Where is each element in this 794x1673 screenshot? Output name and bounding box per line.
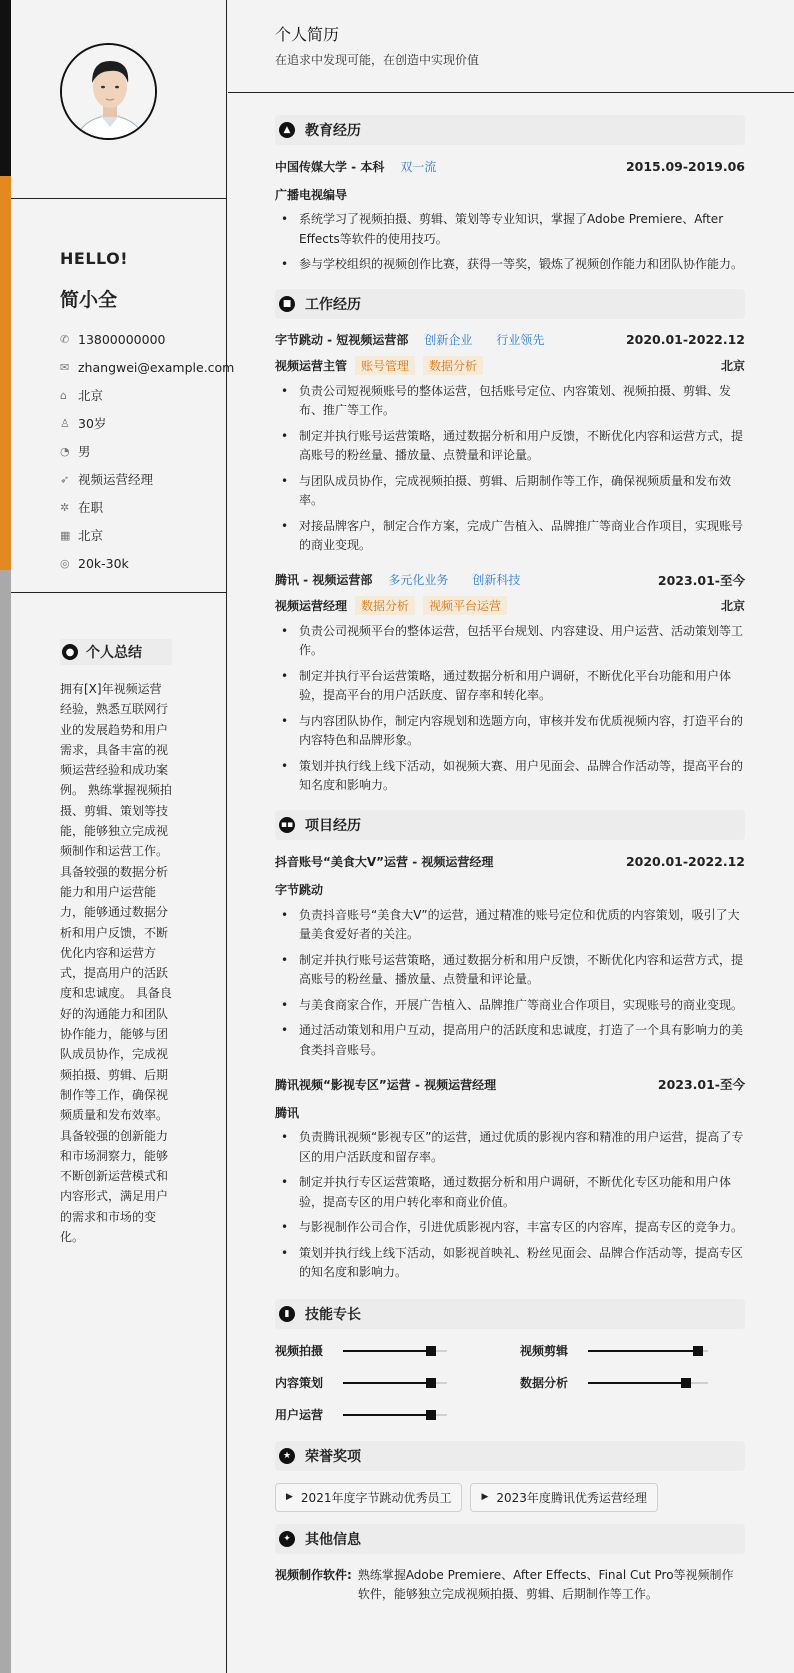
- skill-item: 用户运营: [275, 1399, 500, 1431]
- education-entry: [275, 156, 745, 176]
- info-item-email: ✉ zhangwei@example.com: [60, 359, 235, 375]
- bar-chart-icon: ▮: [279, 1306, 295, 1322]
- project-date: 2020.01-2022.12: [625, 854, 745, 869]
- list-item: • 与美食商家合作，开展广告植入、品牌推广等商业合作项目，实现账号的商业变现。: [275, 996, 745, 1016]
- work-city: 北京: [720, 599, 745, 613]
- send-icon: ➶: [60, 472, 70, 486]
- list-item: • 与团队成员协作，完成视频拍摄、剪辑、后期制作等工作，确保视频质量和发布效率。: [275, 472, 745, 511]
- role-tag: 账号管理: [355, 356, 415, 375]
- skills-grid: [275, 1335, 745, 1431]
- mail-icon: ✉: [60, 360, 70, 374]
- work-bullets-1: [275, 382, 745, 556]
- skill-item: 视频剪辑: [520, 1335, 745, 1367]
- skill-item: 内容策划: [275, 1367, 500, 1399]
- list-item: • 负责公司视频平台的整体运营，包括平台规划、内容建设、用户运营、活动策划等工作。: [275, 622, 745, 661]
- skill-bar: [588, 1382, 708, 1384]
- skill-item: 视频拍摄: [275, 1335, 500, 1367]
- education-bullets: [275, 210, 745, 275]
- avatar: [60, 43, 157, 140]
- summary-section: [11, 639, 226, 1247]
- page-title: 个人简历: [275, 25, 340, 44]
- company-tag: 行业领先: [496, 333, 545, 347]
- work-heading: ■ 工作经历: [275, 289, 745, 319]
- project-org: 腾讯: [275, 1105, 300, 1120]
- list-item: • 制定并执行平台运营策略，通过数据分析和用户调研，不断优化平台功能和用户体验，提高平台的用户活跃度、留存率和转化率。: [275, 667, 745, 706]
- work-entry-1: [275, 330, 745, 350]
- person-name: 简小全: [60, 289, 118, 311]
- main-content: [228, 0, 794, 1673]
- list-item: • 负责腾讯视频“影视专区”的运营，通过优质的影视内容和精准的用户运营，提高了专区的用户活跃度和留存率。: [275, 1128, 745, 1167]
- other-heading: ✦ 其他信息: [275, 1524, 745, 1554]
- info-item-city: ▦ 北京: [60, 528, 104, 543]
- work-date: 2020.01-2022.12: [625, 332, 745, 347]
- project-name: 腾讯视频“影视专区”运营 - 视频运营经理: [275, 1077, 497, 1092]
- education-heading: ▲ 教育经历: [275, 115, 745, 145]
- salary-icon: ◎: [60, 556, 70, 570]
- projects-heading: ▪▪ 项目经历: [275, 810, 745, 840]
- project-name: 抖音账号“美食大V”运营 - 视频运营经理: [275, 855, 494, 869]
- skill-bar: [343, 1350, 447, 1352]
- other-key: 视频制作软件:: [275, 1567, 352, 1582]
- company-name: 字节跳动 - 短视频运营部: [275, 333, 409, 347]
- project-entry-1: [275, 852, 745, 872]
- hello-heading: HELLO!: [60, 249, 129, 268]
- skill-bar: [588, 1350, 708, 1352]
- work-bullets-2: [275, 622, 745, 796]
- skills-heading: ▮ 技能专长: [275, 1299, 745, 1329]
- company-name: 腾讯 - 视频运营部: [275, 573, 373, 587]
- list-item: • 负责抖音账号“美食大V”的运营，通过精准的账号定位和优质的内容策划，吸引了大量美食爱好者的关注。: [275, 906, 745, 945]
- school-name: 中国传媒大学 - 本科: [275, 159, 385, 174]
- project-bullets-2: [275, 1128, 745, 1283]
- briefcase-icon: ■: [279, 296, 295, 312]
- project-date: 2023.01-至今: [657, 1077, 745, 1092]
- list-item: • 负责公司短视频账号的整体运营，包括账号定位、内容策划、视频拍摄、剪辑、发布、推广等工作。: [275, 382, 745, 421]
- project-bullets-1: [275, 906, 745, 1061]
- role-tag: 视频平台运营: [423, 596, 507, 615]
- list-item: • 通过活动策划和用户互动，提高用户的活跃度和忠诚度，打造了一个具有影响力的美食类抖音账号。: [275, 1021, 745, 1060]
- list-item: • 制定并执行账号运营策略，通过数据分析和用户反馈，不断优化内容和运营方式，提高账号的粉丝量、播放量、点赞量和评论量。: [275, 427, 745, 466]
- school-tag: 双一流: [400, 159, 437, 174]
- sidebar: [11, 0, 235, 1673]
- award-item[interactable]: ▶ 2023年度腾讯优秀运营经理: [470, 1483, 657, 1512]
- list-item: • 参与学校组织的视频创作比赛，获得一等奖，锻炼了视频创作能力和团队协作能力。: [275, 255, 745, 275]
- info-icon: ✦: [279, 1531, 295, 1547]
- info-item-position: ➶ 视频运营经理: [60, 472, 154, 487]
- page-subtitle: 在追求中发现可能，在创造中实现价值: [275, 53, 480, 67]
- other-info: [275, 1566, 745, 1604]
- avatar-block: [11, 0, 226, 199]
- color-stripe: [0, 0, 11, 1673]
- company-tag: 创新科技: [472, 573, 521, 587]
- graduation-cap-icon: ▲: [279, 122, 295, 138]
- grid-icon: ▪▪: [279, 817, 295, 833]
- summary-text: 拥有[X]年视频运营经验，熟悉互联网行业的发展趋势和用户需求，具备丰富的视频运营经验和成功案例。 熟练掌握视频拍摄、剪辑、策划等技能，能够独立完成视频制作和运营工作。 具备较强的数据分析能力和用户运营能力，能够通过数据分析和用户反馈，不断优化内容和运营方式，提高用户的活跃度和忠诚度。 具备良好的沟通能力和团队协作能力，能够与团队成员协作，完成视频拍摄、剪辑、后期制作等工作，确保视频质量和发布效率。 具备较强的创新能力和市场洞察力，能够不断创新运营模式和内容形式，满足用户的需求和市场的变化。: [60, 682, 172, 1245]
- info-item-status: ✲ 在职: [60, 500, 104, 515]
- phone-icon: ✆: [60, 332, 70, 346]
- age-icon: ♙: [60, 416, 70, 430]
- building-icon: ▦: [60, 528, 71, 542]
- status-icon: ✲: [60, 500, 70, 514]
- work-role-row-2: [275, 596, 745, 616]
- play-icon: ▶: [286, 1492, 293, 1502]
- company-tag: 多元化业务: [388, 573, 449, 587]
- user-icon: ●: [62, 644, 78, 660]
- list-item: • 系统学习了视频拍摄、剪辑、策划等专业知识，掌握了Adobe Premiere、After Effects等软件的使用技巧。: [275, 210, 745, 249]
- project-entry-2: [275, 1074, 745, 1094]
- other-value: 熟练掌握Adobe Premiere、After Effects、Final Cut Pro等视频制作软件，能够独立完成视频拍摄、剪辑、后期制作等工作。: [357, 1567, 734, 1601]
- company-tag: 创新企业: [424, 333, 473, 347]
- work-role-row-1: [275, 356, 745, 376]
- list-item: • 制定并执行账号运营策略，通过数据分析和用户反馈，不断优化内容和运营方式，提高账号的粉丝量、播放量、点赞量和评论量。: [275, 951, 745, 990]
- role-title: 视频运营经理: [275, 599, 348, 613]
- awards-list: [275, 1483, 747, 1512]
- list-item: • 与影视制作公司合作，引进优质影视内容，丰富专区的内容库，提高专区的竞争力。: [275, 1218, 745, 1238]
- info-item-phone: ✆ 13800000000: [60, 331, 166, 347]
- page-header: [228, 0, 794, 93]
- list-item: • 策划并执行线上线下活动，如影视首映礼、粉丝见面会、品牌合作活动等，提高专区的知名度和影响力。: [275, 1244, 745, 1283]
- role-title: 视频运营主管: [275, 359, 348, 373]
- info-item-gender: ◔ 男: [60, 444, 91, 459]
- award-icon: ★: [279, 1448, 295, 1464]
- info-item-age: ♙ 30岁: [60, 416, 107, 431]
- role-tag: 数据分析: [355, 596, 415, 615]
- gender-icon: ◔: [60, 444, 70, 458]
- list-item: • 制定并执行专区运营策略，通过数据分析和用户调研，不断优化专区功能和用户体验，提高专区的用户转化率和商业价值。: [275, 1173, 745, 1212]
- skill-bar: [343, 1382, 447, 1384]
- list-item: • 策划并执行线上线下活动，如视频大赛、用户见面会、品牌合作活动等，提高平台的知名度和影响力。: [275, 757, 745, 796]
- info-list: [60, 325, 234, 577]
- award-item[interactable]: ▶ 2021年度字节跳动优秀员工: [275, 1483, 462, 1512]
- skill-item: 数据分析: [520, 1367, 745, 1399]
- education-date: 2015.09-2019.06: [625, 158, 745, 174]
- work-date: 2023.01-至今: [657, 572, 745, 588]
- work-entry-2: [275, 570, 745, 590]
- work-city: 北京: [720, 359, 745, 373]
- education-major: 广播电视编导: [275, 187, 348, 202]
- list-item: • 与内容团队协作，制定内容规划和选题方向，审核并发布优质视频内容，打造平台的内容特色和品牌形象。: [275, 712, 745, 751]
- info-item-home: ⌂ 北京: [60, 388, 104, 403]
- info-item-salary: ◎ 20k-30k: [60, 555, 129, 571]
- summary-heading: ● 个人总结: [60, 639, 172, 665]
- awards-heading: ★ 荣誉奖项: [275, 1441, 745, 1471]
- list-item: • 对接品牌客户，制定合作方案，完成广告植入、品牌推广等商业合作项目，实现账号的商业变现。: [275, 517, 745, 556]
- project-org: 字节跳动: [275, 883, 324, 897]
- skill-bar: [343, 1414, 447, 1416]
- role-tag: 数据分析: [423, 356, 483, 375]
- home-icon: ⌂: [60, 388, 67, 402]
- personal-info: [11, 199, 235, 593]
- play-icon: ▶: [481, 1492, 489, 1502]
